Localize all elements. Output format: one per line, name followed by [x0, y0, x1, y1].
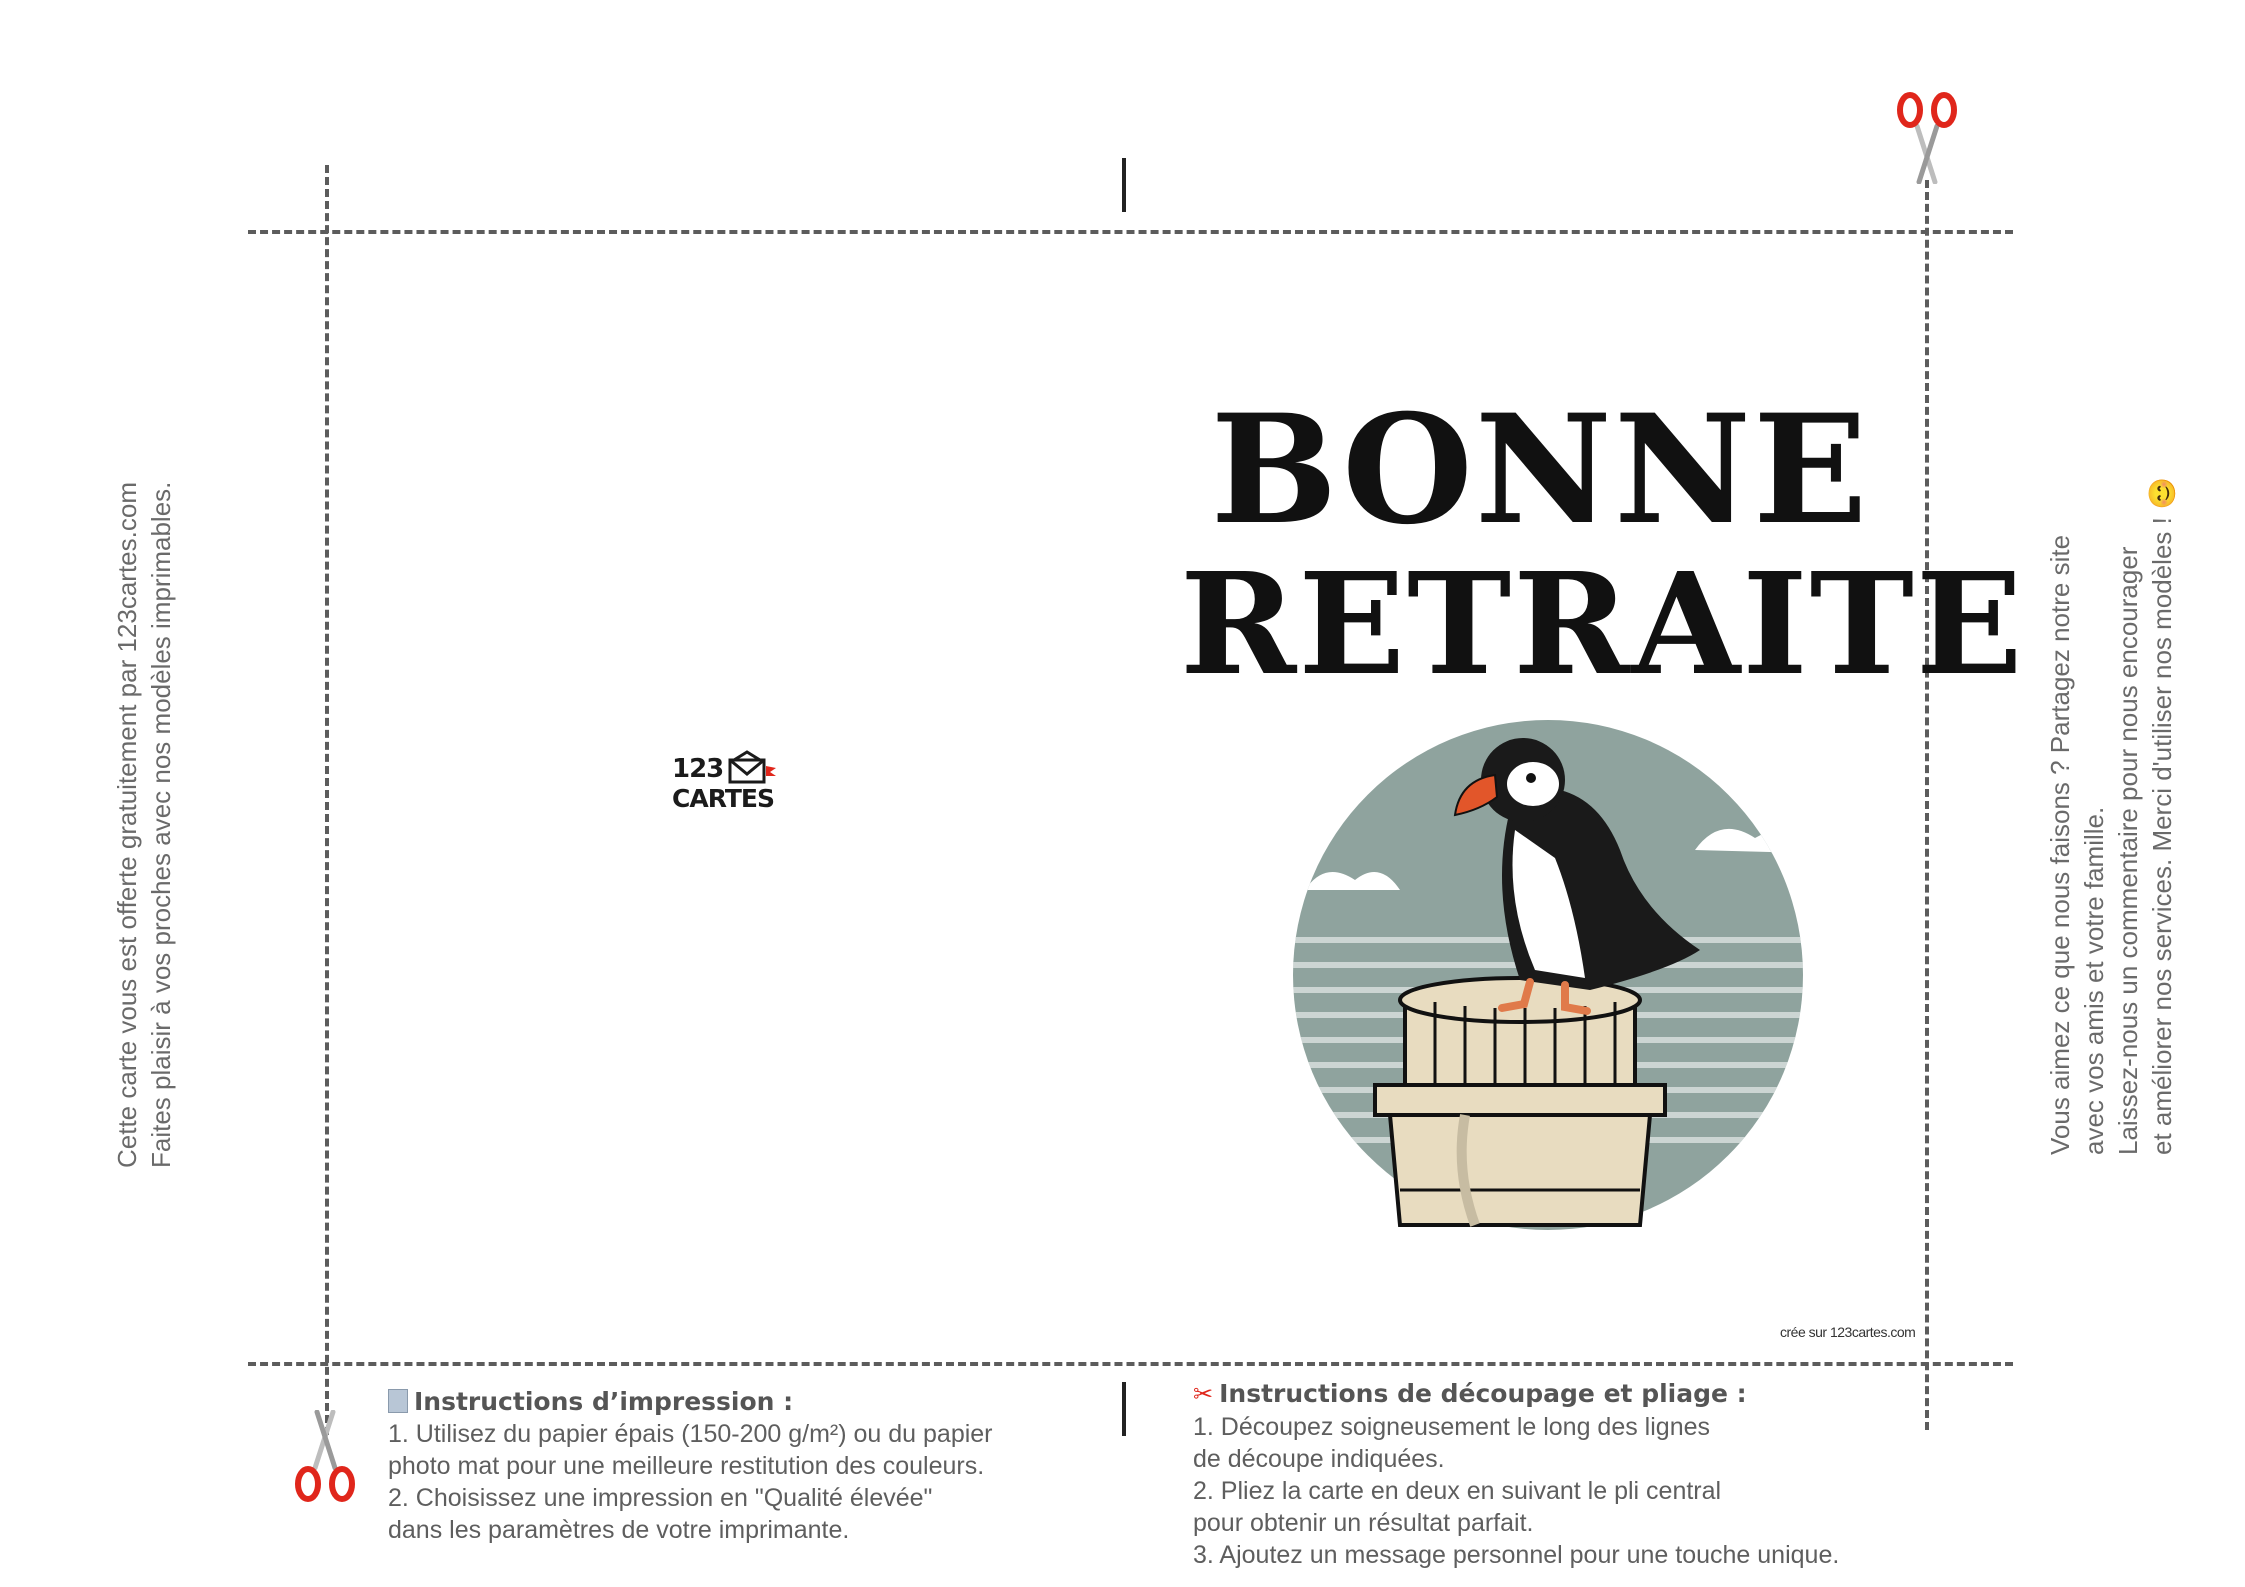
logo-word: CARTES	[672, 784, 774, 813]
envelope-icon	[728, 750, 778, 784]
puffin-lighthouse-illustration	[1265, 720, 1830, 1240]
left-note-line1: Cette carte vous est offerte gratuitement par 123cartes.com	[112, 482, 142, 1168]
top-cut-line	[248, 230, 2013, 234]
right-note-line2: avec vos amis et votre famille.	[2079, 806, 2109, 1155]
bottom-cut-line	[248, 1362, 2013, 1366]
card-title-line1: BONNE	[1210, 382, 1870, 558]
print-instruction-line: 1. Utilisez du papier épais (150-200 g/m²) ou du papier	[388, 1420, 993, 1448]
left-cut-line	[325, 165, 329, 1435]
left-note-line2: Faites plaisir à vos proches avec nos modèles imprimables.	[146, 481, 176, 1168]
cut-instruction-line: de découpe indiquées.	[1193, 1445, 1445, 1473]
credit-text: crée sur 123cartes.com	[1780, 1324, 1916, 1340]
print-instructions	[388, 1386, 993, 1546]
scissors-icon: ✂	[1193, 1381, 1214, 1408]
document-icon	[388, 1389, 408, 1413]
print-instruction-line: 2. Choisissez une impression en "Qualité élevée"	[388, 1484, 933, 1512]
right-note-line4: et améliorer nos services. Merci d'utiliser nos modèles ! 😊	[2147, 477, 2177, 1155]
left-side-note	[110, 482, 178, 1168]
fold-mark-top	[1122, 158, 1126, 212]
cut-instructions	[1193, 1378, 1839, 1571]
print-instruction-line: photo mat pour une meilleure restitution des couleurs.	[388, 1452, 985, 1480]
scissors-icon	[293, 1410, 357, 1502]
card-title-line2: RETRAITE	[1180, 543, 2025, 707]
right-cut-line	[1925, 180, 1929, 1430]
brand-logo	[672, 748, 792, 818]
logo-number: 123	[672, 754, 724, 784]
print-instructions-title: Instructions d’impression :	[414, 1387, 794, 1416]
scissors-icon	[1895, 92, 1959, 184]
fold-mark-bottom	[1122, 1382, 1126, 1436]
cut-instructions-title: Instructions de découpage et pliage :	[1219, 1379, 1747, 1408]
right-side-note	[2043, 478, 2179, 1155]
right-note-line3: Laissez-nous un commentaire pour nous encourager	[2113, 546, 2143, 1155]
cut-instruction-line: 1. Découpez soigneusement le long des lignes	[1193, 1413, 1711, 1441]
cut-instruction-line: 2. Pliez la carte en deux en suivant le pli central	[1193, 1477, 1722, 1505]
cut-instruction-line: pour obtenir un résultat parfait.	[1193, 1509, 1534, 1537]
cut-instruction-line: 3. Ajoutez un message personnel pour une touche unique.	[1193, 1541, 1840, 1569]
right-note-line1: Vous aimez ce que nous faisons ? Partagez notre site	[2045, 534, 2075, 1155]
print-instruction-line: dans les paramètres de votre imprimante.	[388, 1516, 850, 1544]
